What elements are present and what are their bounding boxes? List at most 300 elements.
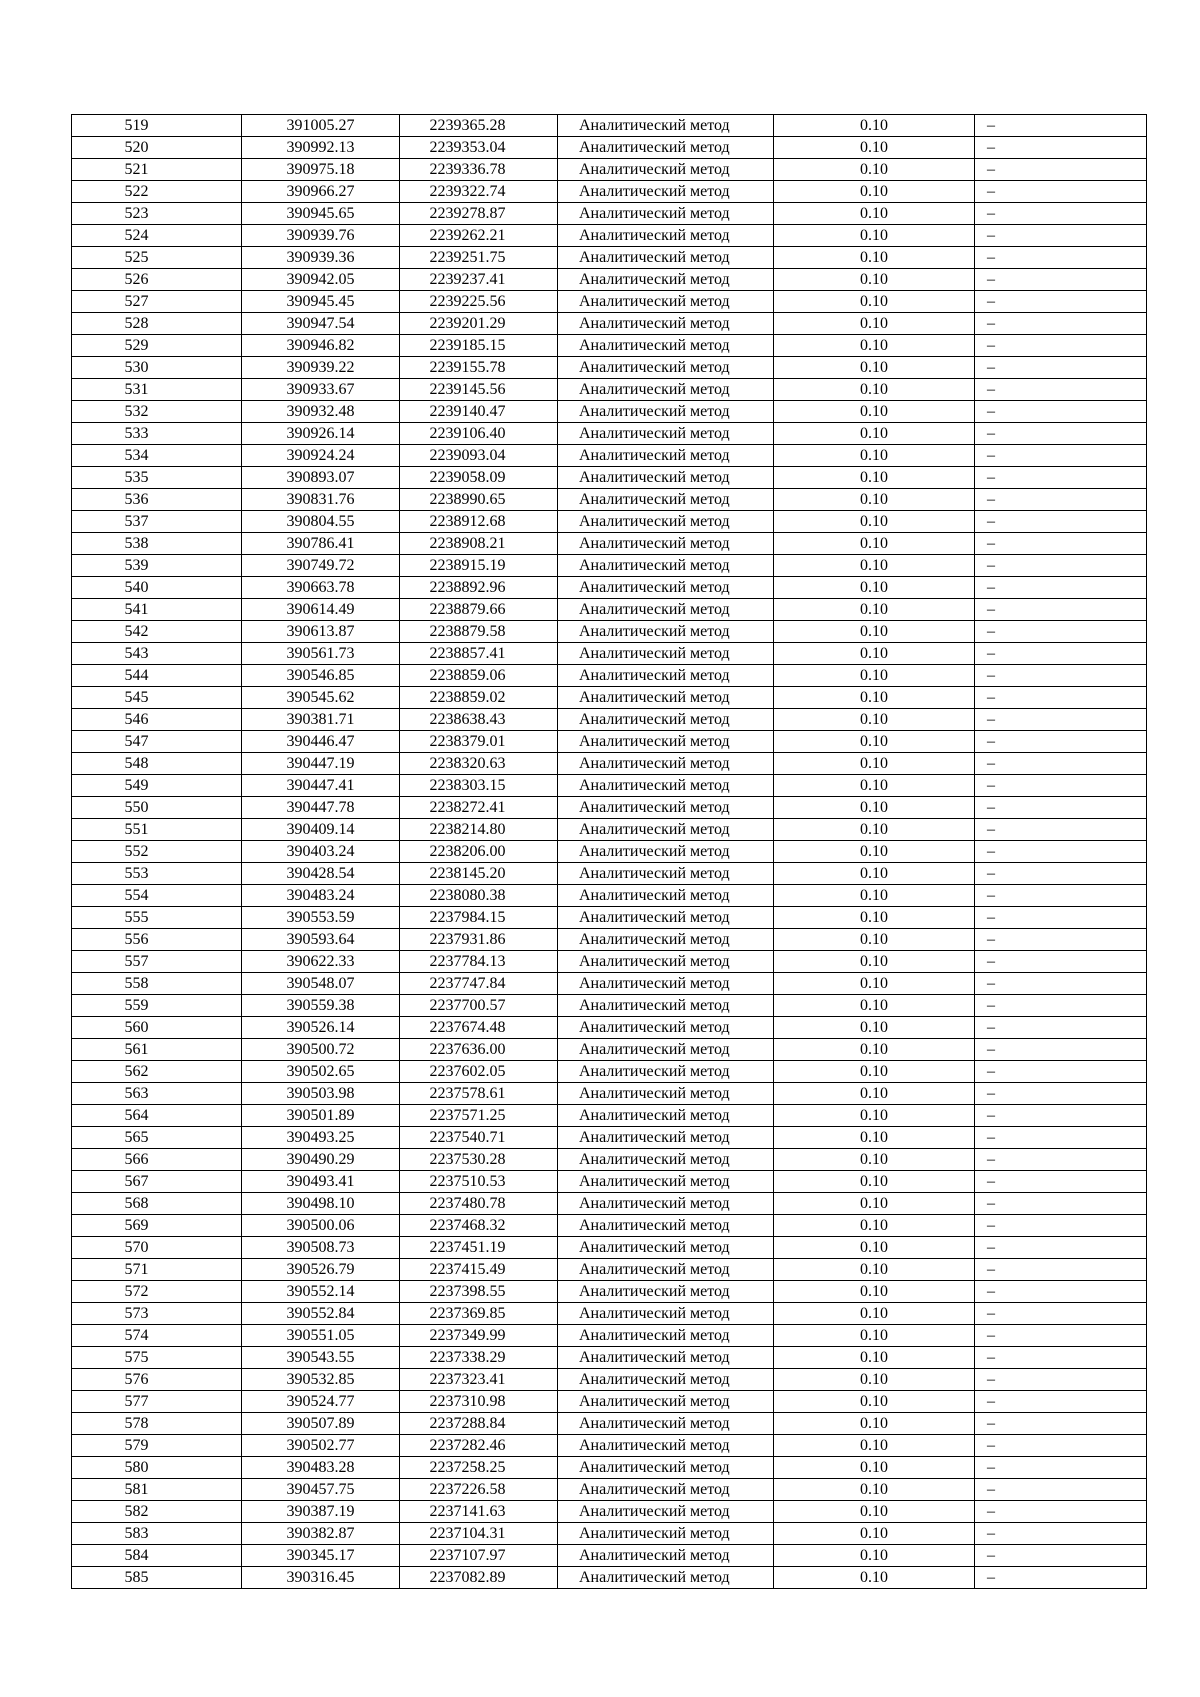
x-coordinate-cell: 390924.24 — [242, 445, 400, 467]
table-row — [72, 1127, 1147, 1149]
x-coordinate-cell: 390552.14 — [242, 1281, 400, 1303]
method-cell: Аналитический метод — [558, 1501, 774, 1523]
point-number-cell: 520 — [72, 137, 242, 159]
method-cell: Аналитический метод — [558, 753, 774, 775]
table-row — [72, 819, 1147, 841]
table-row — [72, 401, 1147, 423]
y-coordinate-cell: 2237747.84 — [400, 973, 558, 995]
accuracy-cell: 0.10 — [774, 929, 975, 951]
y-coordinate-cell: 2238990.65 — [400, 489, 558, 511]
point-number-cell: 580 — [72, 1457, 242, 1479]
method-cell: Аналитический метод — [558, 533, 774, 555]
y-coordinate-cell: 2239237.41 — [400, 269, 558, 291]
method-cell: Аналитический метод — [558, 1017, 774, 1039]
table-row — [72, 489, 1147, 511]
method-cell: Аналитический метод — [558, 1347, 774, 1369]
description-cell: – — [975, 687, 1147, 709]
accuracy-cell: 0.10 — [774, 577, 975, 599]
method-cell: Аналитический метод — [558, 137, 774, 159]
accuracy-cell: 0.10 — [774, 1061, 975, 1083]
table-row — [72, 775, 1147, 797]
accuracy-cell: 0.10 — [774, 665, 975, 687]
table-row — [72, 885, 1147, 907]
y-coordinate-cell: 2237104.31 — [400, 1523, 558, 1545]
table-row — [72, 511, 1147, 533]
description-cell: – — [975, 555, 1147, 577]
method-cell: Аналитический метод — [558, 115, 774, 137]
x-coordinate-cell: 390447.78 — [242, 797, 400, 819]
y-coordinate-cell: 2237258.25 — [400, 1457, 558, 1479]
point-number-cell: 537 — [72, 511, 242, 533]
point-number-cell: 541 — [72, 599, 242, 621]
description-cell: – — [975, 1567, 1147, 1589]
y-coordinate-cell: 2237415.49 — [400, 1259, 558, 1281]
y-coordinate-cell: 2239106.40 — [400, 423, 558, 445]
point-number-cell: 526 — [72, 269, 242, 291]
accuracy-cell: 0.10 — [774, 797, 975, 819]
accuracy-cell: 0.10 — [774, 1303, 975, 1325]
x-coordinate-cell: 390457.75 — [242, 1479, 400, 1501]
accuracy-cell: 0.10 — [774, 687, 975, 709]
description-cell: – — [975, 643, 1147, 665]
point-number-cell: 530 — [72, 357, 242, 379]
accuracy-cell: 0.10 — [774, 709, 975, 731]
accuracy-cell: 0.10 — [774, 973, 975, 995]
x-coordinate-cell: 390975.18 — [242, 159, 400, 181]
method-cell: Аналитический метод — [558, 687, 774, 709]
accuracy-cell: 0.10 — [774, 863, 975, 885]
y-coordinate-cell: 2237984.15 — [400, 907, 558, 929]
description-cell: – — [975, 907, 1147, 929]
method-cell: Аналитический метод — [558, 1259, 774, 1281]
x-coordinate-cell: 390500.72 — [242, 1039, 400, 1061]
point-number-cell: 519 — [72, 115, 242, 137]
method-cell: Аналитический метод — [558, 1083, 774, 1105]
method-cell: Аналитический метод — [558, 951, 774, 973]
x-coordinate-cell: 390502.77 — [242, 1435, 400, 1457]
y-coordinate-cell: 2238272.41 — [400, 797, 558, 819]
y-coordinate-cell: 2237578.61 — [400, 1083, 558, 1105]
point-number-cell: 564 — [72, 1105, 242, 1127]
point-number-cell: 529 — [72, 335, 242, 357]
description-cell: – — [975, 1259, 1147, 1281]
accuracy-cell: 0.10 — [774, 1501, 975, 1523]
table-row — [72, 1149, 1147, 1171]
description-cell: – — [975, 885, 1147, 907]
x-coordinate-cell: 390939.36 — [242, 247, 400, 269]
table-row — [72, 1171, 1147, 1193]
method-cell: Аналитический метод — [558, 1303, 774, 1325]
x-coordinate-cell: 390316.45 — [242, 1567, 400, 1589]
description-cell: – — [975, 181, 1147, 203]
point-number-cell: 523 — [72, 203, 242, 225]
method-cell: Аналитический метод — [558, 423, 774, 445]
x-coordinate-cell: 390749.72 — [242, 555, 400, 577]
point-number-cell: 566 — [72, 1149, 242, 1171]
x-coordinate-cell: 390992.13 — [242, 137, 400, 159]
description-cell: – — [975, 1083, 1147, 1105]
point-number-cell: 548 — [72, 753, 242, 775]
y-coordinate-cell: 2238638.43 — [400, 709, 558, 731]
x-coordinate-cell: 390345.17 — [242, 1545, 400, 1567]
accuracy-cell: 0.10 — [774, 951, 975, 973]
x-coordinate-cell: 390500.06 — [242, 1215, 400, 1237]
x-coordinate-cell: 390614.49 — [242, 599, 400, 621]
point-number-cell: 549 — [72, 775, 242, 797]
accuracy-cell: 0.10 — [774, 775, 975, 797]
description-cell: – — [975, 159, 1147, 181]
description-cell: – — [975, 1039, 1147, 1061]
y-coordinate-cell: 2237931.86 — [400, 929, 558, 951]
point-number-cell: 535 — [72, 467, 242, 489]
table-row — [72, 313, 1147, 335]
table-row — [72, 247, 1147, 269]
accuracy-cell: 0.10 — [774, 181, 975, 203]
accuracy-cell: 0.10 — [774, 731, 975, 753]
method-cell: Аналитический метод — [558, 203, 774, 225]
description-cell: – — [975, 203, 1147, 225]
y-coordinate-cell: 2237107.97 — [400, 1545, 558, 1567]
method-cell: Аналитический метод — [558, 1457, 774, 1479]
point-number-cell: 557 — [72, 951, 242, 973]
table-row — [72, 1105, 1147, 1127]
point-number-cell: 570 — [72, 1237, 242, 1259]
method-cell: Аналитический метод — [558, 511, 774, 533]
x-coordinate-cell: 390933.67 — [242, 379, 400, 401]
y-coordinate-cell: 2238320.63 — [400, 753, 558, 775]
point-number-cell: 532 — [72, 401, 242, 423]
point-number-cell: 569 — [72, 1215, 242, 1237]
method-cell: Аналитический метод — [558, 269, 774, 291]
accuracy-cell: 0.10 — [774, 137, 975, 159]
accuracy-cell: 0.10 — [774, 313, 975, 335]
x-coordinate-cell: 390831.76 — [242, 489, 400, 511]
y-coordinate-cell: 2239140.47 — [400, 401, 558, 423]
method-cell: Аналитический метод — [558, 1391, 774, 1413]
y-coordinate-cell: 2238859.06 — [400, 665, 558, 687]
accuracy-cell: 0.10 — [774, 555, 975, 577]
description-cell: – — [975, 137, 1147, 159]
x-coordinate-cell: 390428.54 — [242, 863, 400, 885]
description-cell: – — [975, 1369, 1147, 1391]
table-row — [72, 423, 1147, 445]
coordinates-table-body — [72, 115, 1147, 1589]
point-number-cell: 582 — [72, 1501, 242, 1523]
x-coordinate-cell: 390945.65 — [242, 203, 400, 225]
y-coordinate-cell: 2237784.13 — [400, 951, 558, 973]
point-number-cell: 545 — [72, 687, 242, 709]
x-coordinate-cell: 390553.59 — [242, 907, 400, 929]
y-coordinate-cell: 2237510.53 — [400, 1171, 558, 1193]
table-row — [72, 379, 1147, 401]
description-cell: – — [975, 225, 1147, 247]
accuracy-cell: 0.10 — [774, 1523, 975, 1545]
point-number-cell: 573 — [72, 1303, 242, 1325]
table-row — [72, 1391, 1147, 1413]
table-row — [72, 1237, 1147, 1259]
y-coordinate-cell: 2238303.15 — [400, 775, 558, 797]
table-row — [72, 643, 1147, 665]
y-coordinate-cell: 2237349.99 — [400, 1325, 558, 1347]
table-row — [72, 533, 1147, 555]
accuracy-cell: 0.10 — [774, 423, 975, 445]
x-coordinate-cell: 390939.22 — [242, 357, 400, 379]
table-row — [72, 797, 1147, 819]
accuracy-cell: 0.10 — [774, 1325, 975, 1347]
x-coordinate-cell: 390381.71 — [242, 709, 400, 731]
accuracy-cell: 0.10 — [774, 1237, 975, 1259]
y-coordinate-cell: 2239251.75 — [400, 247, 558, 269]
x-coordinate-cell: 390447.41 — [242, 775, 400, 797]
y-coordinate-cell: 2239278.87 — [400, 203, 558, 225]
method-cell: Аналитический метод — [558, 1171, 774, 1193]
table-row — [72, 181, 1147, 203]
table-row — [72, 203, 1147, 225]
y-coordinate-cell: 2239262.21 — [400, 225, 558, 247]
y-coordinate-cell: 2238857.41 — [400, 643, 558, 665]
table-row — [72, 929, 1147, 951]
table-row — [72, 1567, 1147, 1589]
accuracy-cell: 0.10 — [774, 247, 975, 269]
accuracy-cell: 0.10 — [774, 1479, 975, 1501]
method-cell: Аналитический метод — [558, 489, 774, 511]
point-number-cell: 555 — [72, 907, 242, 929]
y-coordinate-cell: 2237571.25 — [400, 1105, 558, 1127]
point-number-cell: 562 — [72, 1061, 242, 1083]
accuracy-cell: 0.10 — [774, 401, 975, 423]
method-cell: Аналитический метод — [558, 1325, 774, 1347]
point-number-cell: 542 — [72, 621, 242, 643]
table-row — [72, 1215, 1147, 1237]
y-coordinate-cell: 2239336.78 — [400, 159, 558, 181]
method-cell: Аналитический метод — [558, 907, 774, 929]
method-cell: Аналитический метод — [558, 819, 774, 841]
method-cell: Аналитический метод — [558, 1567, 774, 1589]
point-number-cell: 534 — [72, 445, 242, 467]
point-number-cell: 536 — [72, 489, 242, 511]
point-number-cell: 551 — [72, 819, 242, 841]
description-cell: – — [975, 1435, 1147, 1457]
accuracy-cell: 0.10 — [774, 643, 975, 665]
y-coordinate-cell: 2238080.38 — [400, 885, 558, 907]
table-row — [72, 709, 1147, 731]
x-coordinate-cell: 390966.27 — [242, 181, 400, 203]
table-row — [72, 841, 1147, 863]
method-cell: Аналитический метод — [558, 1105, 774, 1127]
method-cell: Аналитический метод — [558, 1545, 774, 1567]
y-coordinate-cell: 2238206.00 — [400, 841, 558, 863]
y-coordinate-cell: 2237674.48 — [400, 1017, 558, 1039]
y-coordinate-cell: 2237288.84 — [400, 1413, 558, 1435]
accuracy-cell: 0.10 — [774, 1545, 975, 1567]
table-row — [72, 137, 1147, 159]
method-cell: Аналитический метод — [558, 181, 774, 203]
x-coordinate-cell: 390387.19 — [242, 1501, 400, 1523]
x-coordinate-cell: 390945.45 — [242, 291, 400, 313]
method-cell: Аналитический метод — [558, 863, 774, 885]
x-coordinate-cell: 390526.79 — [242, 1259, 400, 1281]
x-coordinate-cell: 390593.64 — [242, 929, 400, 951]
description-cell: – — [975, 1193, 1147, 1215]
table-row — [72, 467, 1147, 489]
x-coordinate-cell: 390446.47 — [242, 731, 400, 753]
accuracy-cell: 0.10 — [774, 335, 975, 357]
point-number-cell: 552 — [72, 841, 242, 863]
description-cell: – — [975, 797, 1147, 819]
table-row — [72, 555, 1147, 577]
description-cell: – — [975, 1479, 1147, 1501]
point-number-cell: 561 — [72, 1039, 242, 1061]
description-cell: – — [975, 863, 1147, 885]
point-number-cell: 525 — [72, 247, 242, 269]
x-coordinate-cell: 390493.41 — [242, 1171, 400, 1193]
y-coordinate-cell: 2239225.56 — [400, 291, 558, 313]
y-coordinate-cell: 2237451.19 — [400, 1237, 558, 1259]
point-number-cell: 585 — [72, 1567, 242, 1589]
x-coordinate-cell: 390926.14 — [242, 423, 400, 445]
description-cell: – — [975, 1149, 1147, 1171]
method-cell: Аналитический метод — [558, 1215, 774, 1237]
x-coordinate-cell: 390663.78 — [242, 577, 400, 599]
y-coordinate-cell: 2237468.32 — [400, 1215, 558, 1237]
x-coordinate-cell: 390483.24 — [242, 885, 400, 907]
y-coordinate-cell: 2237700.57 — [400, 995, 558, 1017]
method-cell: Аналитический метод — [558, 885, 774, 907]
description-cell: – — [975, 533, 1147, 555]
y-coordinate-cell: 2237369.85 — [400, 1303, 558, 1325]
point-number-cell: 575 — [72, 1347, 242, 1369]
x-coordinate-cell: 390546.85 — [242, 665, 400, 687]
point-number-cell: 559 — [72, 995, 242, 1017]
table-row — [72, 1325, 1147, 1347]
point-number-cell: 543 — [72, 643, 242, 665]
description-cell: – — [975, 1523, 1147, 1545]
y-coordinate-cell: 2238859.02 — [400, 687, 558, 709]
accuracy-cell: 0.10 — [774, 1039, 975, 1061]
method-cell: Аналитический метод — [558, 1413, 774, 1435]
y-coordinate-cell: 2237398.55 — [400, 1281, 558, 1303]
description-cell: – — [975, 929, 1147, 951]
accuracy-cell: 0.10 — [774, 1369, 975, 1391]
table-row — [72, 995, 1147, 1017]
y-coordinate-cell: 2239201.29 — [400, 313, 558, 335]
table-row — [72, 1501, 1147, 1523]
x-coordinate-cell: 390893.07 — [242, 467, 400, 489]
description-cell: – — [975, 1237, 1147, 1259]
accuracy-cell: 0.10 — [774, 753, 975, 775]
method-cell: Аналитический метод — [558, 1479, 774, 1501]
method-cell: Аналитический метод — [558, 555, 774, 577]
accuracy-cell: 0.10 — [774, 357, 975, 379]
accuracy-cell: 0.10 — [774, 115, 975, 137]
description-cell: – — [975, 819, 1147, 841]
y-coordinate-cell: 2237602.05 — [400, 1061, 558, 1083]
description-cell: – — [975, 511, 1147, 533]
y-coordinate-cell: 2239353.04 — [400, 137, 558, 159]
table-row — [72, 1193, 1147, 1215]
description-cell: – — [975, 489, 1147, 511]
point-number-cell: 560 — [72, 1017, 242, 1039]
method-cell: Аналитический метод — [558, 1061, 774, 1083]
table-row — [72, 1347, 1147, 1369]
description-cell: – — [975, 1215, 1147, 1237]
accuracy-cell: 0.10 — [774, 599, 975, 621]
method-cell: Аналитический метод — [558, 247, 774, 269]
table-row — [72, 1281, 1147, 1303]
table-row — [72, 621, 1147, 643]
y-coordinate-cell: 2239155.78 — [400, 357, 558, 379]
table-row — [72, 115, 1147, 137]
accuracy-cell: 0.10 — [774, 1127, 975, 1149]
x-coordinate-cell: 390613.87 — [242, 621, 400, 643]
description-cell: – — [975, 973, 1147, 995]
y-coordinate-cell: 2237226.58 — [400, 1479, 558, 1501]
description-cell: – — [975, 731, 1147, 753]
method-cell: Аналитический метод — [558, 291, 774, 313]
description-cell: – — [975, 621, 1147, 643]
method-cell: Аналитический метод — [558, 929, 774, 951]
point-number-cell: 531 — [72, 379, 242, 401]
description-cell: – — [975, 401, 1147, 423]
x-coordinate-cell: 391005.27 — [242, 115, 400, 137]
method-cell: Аналитический метод — [558, 841, 774, 863]
point-number-cell: 528 — [72, 313, 242, 335]
accuracy-cell: 0.10 — [774, 445, 975, 467]
accuracy-cell: 0.10 — [774, 1347, 975, 1369]
y-coordinate-cell: 2237082.89 — [400, 1567, 558, 1589]
x-coordinate-cell: 390559.38 — [242, 995, 400, 1017]
accuracy-cell: 0.10 — [774, 995, 975, 1017]
y-coordinate-cell: 2239093.04 — [400, 445, 558, 467]
x-coordinate-cell: 390551.05 — [242, 1325, 400, 1347]
point-number-cell: 567 — [72, 1171, 242, 1193]
table-row — [72, 159, 1147, 181]
accuracy-cell: 0.10 — [774, 1193, 975, 1215]
x-coordinate-cell: 390942.05 — [242, 269, 400, 291]
table-row — [72, 1083, 1147, 1105]
y-coordinate-cell: 2238912.68 — [400, 511, 558, 533]
y-coordinate-cell: 2238379.01 — [400, 731, 558, 753]
description-cell: – — [975, 291, 1147, 313]
table-row — [72, 1545, 1147, 1567]
accuracy-cell: 0.10 — [774, 1083, 975, 1105]
method-cell: Аналитический метод — [558, 313, 774, 335]
method-cell: Аналитический метод — [558, 225, 774, 247]
accuracy-cell: 0.10 — [774, 1413, 975, 1435]
description-cell: – — [975, 1303, 1147, 1325]
table-row — [72, 863, 1147, 885]
x-coordinate-cell: 390524.77 — [242, 1391, 400, 1413]
x-coordinate-cell: 390409.14 — [242, 819, 400, 841]
y-coordinate-cell: 2238879.66 — [400, 599, 558, 621]
point-number-cell: 550 — [72, 797, 242, 819]
accuracy-cell: 0.10 — [774, 819, 975, 841]
method-cell: Аналитический метод — [558, 379, 774, 401]
x-coordinate-cell: 390804.55 — [242, 511, 400, 533]
table-row — [72, 753, 1147, 775]
accuracy-cell: 0.10 — [774, 533, 975, 555]
accuracy-cell: 0.10 — [774, 269, 975, 291]
method-cell: Аналитический метод — [558, 775, 774, 797]
point-number-cell: 521 — [72, 159, 242, 181]
y-coordinate-cell: 2238892.96 — [400, 577, 558, 599]
table-row — [72, 1435, 1147, 1457]
point-number-cell: 544 — [72, 665, 242, 687]
x-coordinate-cell: 390532.85 — [242, 1369, 400, 1391]
description-cell: – — [975, 357, 1147, 379]
description-cell: – — [975, 1457, 1147, 1479]
description-cell: – — [975, 951, 1147, 973]
